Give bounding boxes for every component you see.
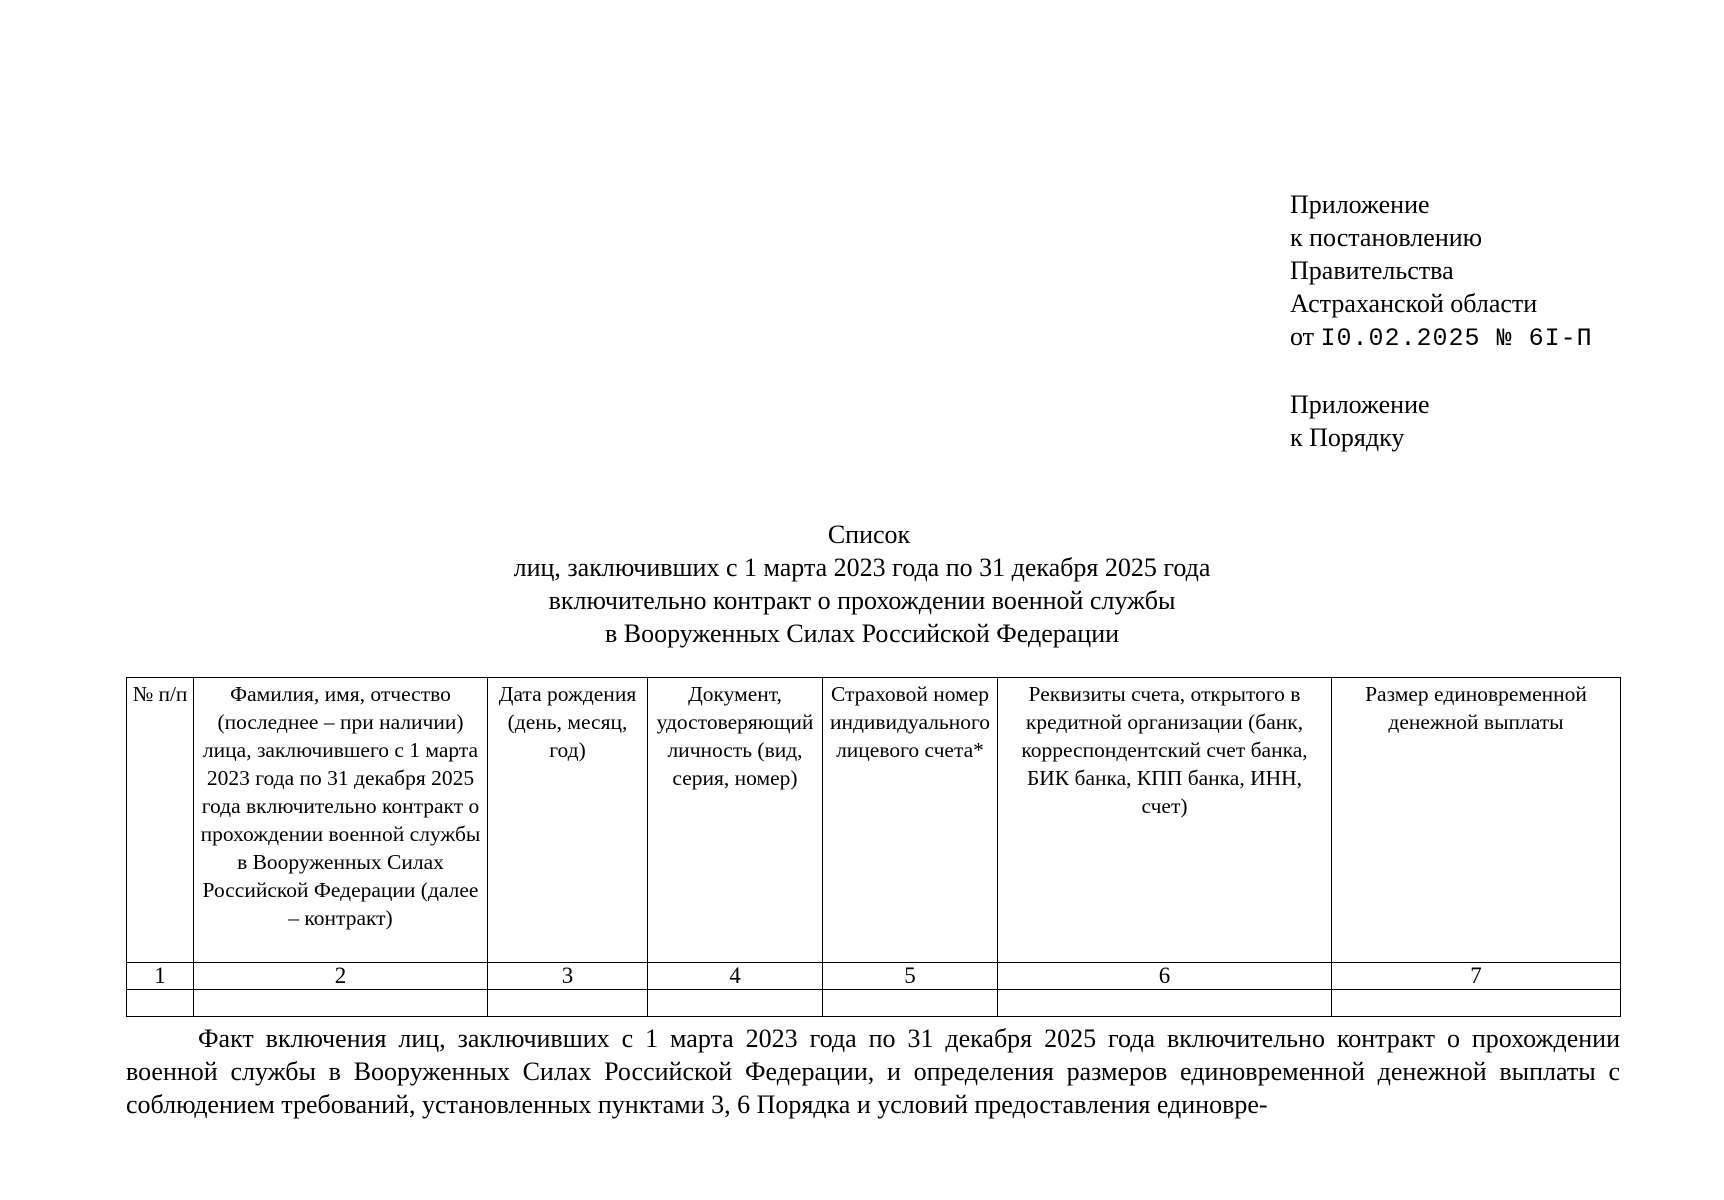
appendix-date-number: I0.02.2025 № 6I-П (1320, 324, 1593, 353)
appendix-date-line (1290, 320, 1593, 355)
document-title (0, 518, 1724, 650)
persons-table (126, 677, 1621, 1017)
empty-cell (823, 990, 998, 1017)
title-line: Список (827, 520, 911, 549)
empty-cell (127, 990, 194, 1017)
appendix-block (1290, 188, 1593, 454)
appendix-line: к Порядку (1290, 423, 1405, 452)
column-number-cell: 1 (127, 963, 194, 990)
title-line: лиц, заключивших с 1 марта 2023 года по 31 декабря 2025 года (513, 553, 1211, 582)
header-cell-identity-document: Документ, удостоверяющий личность (вид, серия, номер) (648, 678, 823, 963)
column-number-cell: 3 (488, 963, 648, 990)
header-cell-bank-details: Реквизиты счета, открытого в кредитной организации (банк, корреспондентский счет банка, БИК банка, КПП банка, ИНН, счет) (998, 678, 1332, 963)
column-number-cell: 5 (823, 963, 998, 990)
table-empty-row (127, 990, 1621, 1017)
title-line: в Вооруженных Силах Российской Федерации (604, 619, 1120, 648)
empty-cell (1332, 990, 1621, 1017)
table-column-numbers-row (127, 963, 1621, 990)
empty-cell (998, 990, 1332, 1017)
body-paragraph: Факт включения лиц, заключивших с 1 марта 2023 года по 31 декабря 2025 года включительно контракт о прохождении военной службы в Вооруженных Силах Российской Федерации, и определения размеров единовременной денежной выплаты с соблюдением требований, установленных пунктами 3, 6 Порядка и условий предоставления единовре- (126, 1024, 1620, 1119)
appendix-line: Приложение (1290, 390, 1430, 419)
appendix-date-prefix: от (1290, 322, 1321, 351)
appendix-line: Приложение (1290, 190, 1430, 219)
header-cell-number: № п/п (127, 678, 194, 963)
header-cell-insurance-number: Страховой номер индивидуального лицевого счета* (823, 678, 998, 963)
column-number-cell: 4 (648, 963, 823, 990)
appendix-line: Астраханской области (1290, 289, 1538, 318)
empty-cell (194, 990, 488, 1017)
header-cell-full-name: Фамилия, имя, отчество (последнее – при наличии) лица, заключившего с 1 марта 2023 года по 31 декабря 2025 года включительно контракт о прохождении военной службы в Вооруженных Силах Российской Федерации (далее – контракт) (194, 678, 488, 963)
table-header-row (127, 678, 1621, 963)
empty-cell (488, 990, 648, 1017)
header-cell-payment-amount: Размер единовременной денежной выплаты (1332, 678, 1621, 963)
empty-cell (648, 990, 823, 1017)
appendix-line: к постановлению (1290, 223, 1483, 252)
column-number-cell: 7 (1332, 963, 1621, 990)
title-line: включительно контракт о прохождении военной службы (548, 586, 1176, 615)
appendix-line: Правительства (1290, 256, 1454, 285)
column-number-cell: 6 (998, 963, 1332, 990)
column-number-cell: 2 (194, 963, 488, 990)
header-cell-birth-date: Дата рождения (день, месяц, год) (488, 678, 648, 963)
